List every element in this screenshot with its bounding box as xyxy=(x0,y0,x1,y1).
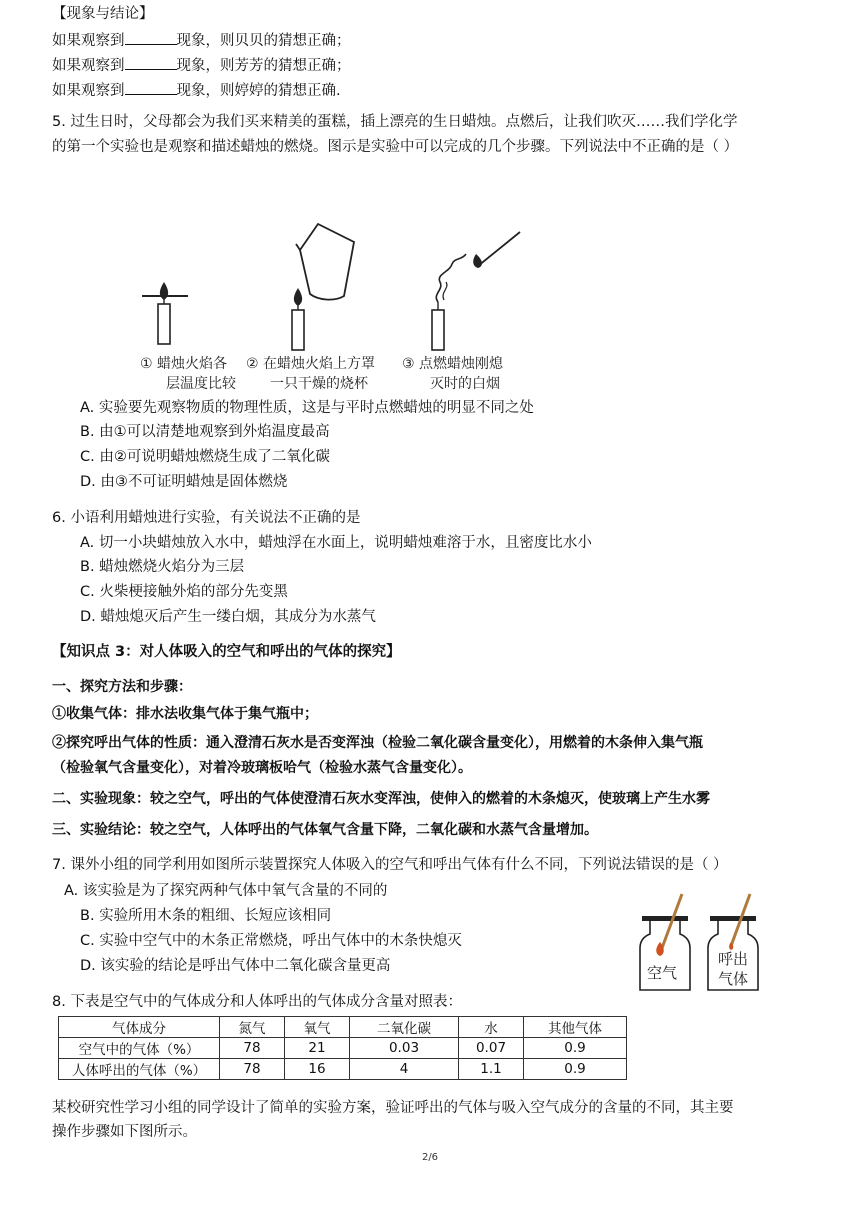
figure-label-3-line-2: 灭时的白烟 xyxy=(430,376,500,392)
kp3-title: 【知识点 3：对人体吸入的空气和呼出的气体的探究】 xyxy=(52,644,401,660)
answer-blank xyxy=(125,55,177,70)
exhaled-bottle-illustration xyxy=(708,894,758,990)
candle-experiment-figure xyxy=(140,220,560,400)
candle-3-illustration xyxy=(432,232,520,350)
figure-label-2-line-2: 一只干燥的烧杯 xyxy=(270,376,368,392)
q5-option-d: D. 由③不可证明蜡烛是固体燃烧 xyxy=(80,474,288,490)
q8-stem: 8. 下表是空气中的气体成分和人体呼出的气体成分含量对照表： xyxy=(52,994,462,1010)
q5-stem-line-1: 5. 过生日时，父母都会为我们买来精美的蛋糕，插上漂亮的生日蜡烛。点燃后，让我们吹灭……我们学化学 xyxy=(52,114,738,130)
table-header-row xyxy=(59,1017,627,1038)
q7-stem: 7. 课外小组的同学利用如图所示装置探究人体吸入的空气和呼出气体有什么不同，下列说法错误的是（ ） xyxy=(52,857,728,873)
q5-stem-line-2: 的第一个实验也是观察和描述蜡烛的燃烧。图示是实验中可以完成的几个步骤。下列说法中不正确的是（ ） xyxy=(52,139,739,155)
table-cell: 1.1 xyxy=(459,1059,524,1080)
q6-stem: 6. 小语利用蜡烛进行实验，有关说法不正确的是 xyxy=(52,510,361,526)
q7-option-a: A. 该实验是为了探究两种气体中氧气含量的不同的 xyxy=(64,883,388,899)
answer-blank xyxy=(125,80,177,95)
table-row xyxy=(59,1038,627,1059)
exhaled-bottle-label-2: 气体 xyxy=(718,970,749,988)
kp3-heading-1: 一、探究方法和步骤： xyxy=(52,679,192,695)
table-cell: 78 xyxy=(220,1059,285,1080)
gas-bottles-figure xyxy=(636,890,766,996)
table-cell: 0.9 xyxy=(524,1038,627,1059)
table-cell: 16 xyxy=(285,1059,350,1080)
table-header-cell: 水 xyxy=(459,1017,524,1038)
table-header-cell: 二氧化碳 xyxy=(350,1017,459,1038)
q7-option-b: B. 实验所用木条的粗细、长短应该相同 xyxy=(80,908,332,924)
table-cell: 人体呼出的气体（%） xyxy=(59,1059,220,1080)
air-bottle-illustration xyxy=(640,894,690,990)
phenomena-line-3: 如果观察到 现象，则婷婷的猜想正确. xyxy=(52,80,341,101)
table-cell: 0.07 xyxy=(459,1038,524,1059)
q8-after-line-2: 操作步骤如下图所示。 xyxy=(52,1124,197,1140)
q6-option-b: B. 蜡烛燃烧火焰分为三层 xyxy=(80,559,245,575)
table-cell: 21 xyxy=(285,1038,350,1059)
kp3-step-1: ①收集气体：排水法收集气体于集气瓶中； xyxy=(52,706,318,722)
figure-label-3-line-1: ③ 点燃蜡烛刚熄 xyxy=(402,356,504,372)
kp3-phenomena: 二、实验现象：较之空气，呼出的气体使澄清石灰水变浑浊，使伸入的燃着的木条熄灭，使玻璃上产生水雾 xyxy=(52,791,710,807)
figure-label-1-line-1: ① 蜡烛火焰各 xyxy=(140,356,228,372)
air-bottle-label: 空气 xyxy=(647,964,678,982)
phenomena-line-2: 如果观察到 现象，则芳芳的猜想正确； xyxy=(52,55,351,76)
gas-composition-table xyxy=(58,1016,627,1080)
table-cell: 0.03 xyxy=(350,1038,459,1059)
table-header-cell: 氮气 xyxy=(220,1017,285,1038)
exhaled-bottle-label-1: 呼出 xyxy=(718,950,749,968)
q5-option-c: C. 由②可说明蜡烛燃烧生成了二氧化碳 xyxy=(80,449,330,465)
candle-1-illustration xyxy=(142,282,188,344)
q5-option-a: A. 实验要先观察物质的物理性质，这是与平时点燃蜡烛的明显不同之处 xyxy=(80,400,534,416)
phenomena-title: 【现象与结论】 xyxy=(52,6,154,22)
table-cell: 空气中的气体（%） xyxy=(59,1038,220,1059)
phenomena-line-1: 如果观察到 现象，则贝贝的猜想正确； xyxy=(52,30,351,51)
q5-option-b: B. 由①可以清楚地观察到外焰温度最高 xyxy=(80,424,330,440)
figure-label-1-line-2: 层温度比较 xyxy=(166,376,236,392)
q6-option-a: A. 切一小块蜡烛放入水中，蜡烛浮在水面上，说明蜡烛难溶于水，且密度比水小 xyxy=(80,535,592,551)
table-header-cell: 氧气 xyxy=(285,1017,350,1038)
table-cell: 4 xyxy=(350,1059,459,1080)
table-cell: 78 xyxy=(220,1038,285,1059)
q8-after-line-1: 某校研究性学习小组的同学设计了简单的实验方案，验证呼出的气体与吸入空气成分的含量的不同，其主要 xyxy=(52,1100,734,1116)
candle-2-illustration xyxy=(292,224,354,350)
q7-option-d: D. 该实验的结论是呼出气体中二氧化碳含量更高 xyxy=(80,958,391,974)
page-number: 2/6 xyxy=(421,1152,439,1163)
table-row xyxy=(59,1059,627,1080)
table-header-cell: 气体成分 xyxy=(59,1017,220,1038)
q6-option-c: C. 火柴梗接触外焰的部分先变黑 xyxy=(80,584,288,600)
q6-option-d: D. 蜡烛熄灭后产生一缕白烟，其成分为水蒸气 xyxy=(80,609,376,625)
q7-option-c: C. 实验中空气中的木条正常燃烧，呼出气体中的木条快熄灭 xyxy=(80,933,462,949)
kp3-step-2-line-1: ②探究呼出气体的性质：通入澄清石灰水是否变浑浊（检验二氧化碳含量变化），用燃着的木条伸入集气瓶 xyxy=(52,735,703,751)
answer-blank xyxy=(125,30,177,45)
kp3-conclusion: 三、实验结论：较之空气，人体呼出的气体氧气含量下降，二氧化碳和水蒸气含量增加。 xyxy=(52,822,598,838)
kp3-step-2-line-2: （检验氧气含量变化），对着冷玻璃板哈气（检验水蒸气含量变化）。 xyxy=(52,760,472,776)
figure-label-2-line-1: ② 在蜡烛火焰上方罩 xyxy=(246,356,376,372)
table-cell: 0.9 xyxy=(524,1059,627,1080)
table-header-cell: 其他气体 xyxy=(524,1017,627,1038)
